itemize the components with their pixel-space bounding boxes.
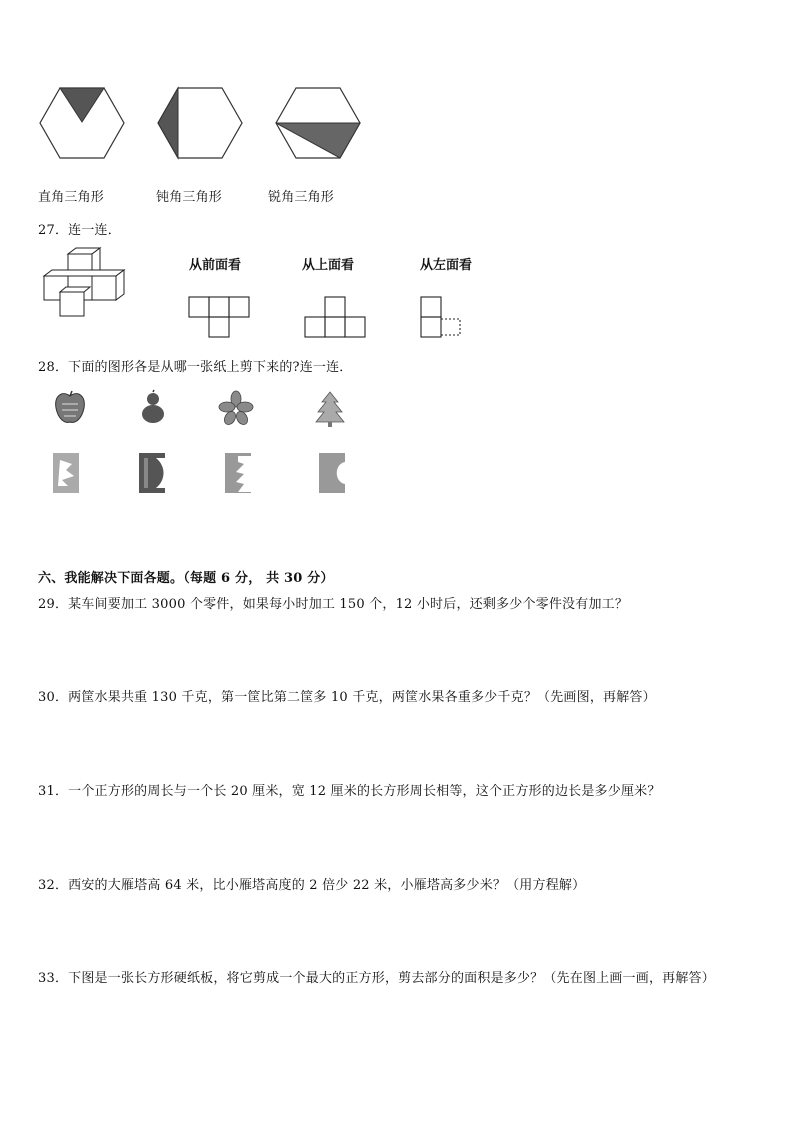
paper-notch-cut (318, 452, 348, 494)
hexagon-acute-triangle (274, 86, 364, 162)
problem-31: 31．一个正方形的周长与一个长 20 厘米，宽 12 厘米的长方形周长相等，这个正方形的边长是多少厘米？ (38, 784, 661, 799)
label-acute-triangle: 锐角三角形 (268, 190, 335, 205)
gourd-icon (138, 390, 168, 426)
view-inverted-t-shape (304, 296, 376, 340)
question-27: 27．连一连． (38, 223, 121, 238)
flower-icon (218, 390, 254, 426)
hexagon-obtuse-triangle (156, 86, 246, 162)
problem-30: 30．两筐水果共重 130 千克，第一筐比第二筐多 10 千克，两筐水果各重多少千克？（先画图，再解答） (38, 690, 656, 705)
view-l-shape (420, 296, 470, 340)
view-t-shape (188, 296, 260, 340)
view-label-left: 从左面看 (420, 258, 473, 273)
problem-32: 32．西安的大雁塔高 64 米，比小雁塔高度的 2 倍少 22 米，小雁塔高多少米？（用方程解） (38, 878, 586, 893)
view-label-top: 从上面看 (302, 258, 355, 273)
paper-zigzag-cut (224, 452, 254, 494)
hexagon-right-triangle (38, 86, 128, 162)
problem-29: 29．某车间要加工 3000 个零件，如果每小时加工 150 个，12 小时后，还剩多少个零件没有加工？ (38, 597, 629, 612)
paper-arc-cut (138, 452, 168, 494)
label-obtuse-triangle: 钝角三角形 (156, 190, 223, 205)
tree-icon (312, 390, 348, 428)
label-right-triangle: 直角三角形 (38, 190, 105, 205)
paper-leaf-cut (52, 452, 82, 494)
section-6-title: 六、我能解决下面各题。（每题 6 分， 共 30 分） (38, 571, 334, 586)
view-label-front: 从前面看 (189, 258, 242, 273)
apple-icon (52, 390, 88, 426)
problem-33: 33．下图是一张长方形硬纸板，将它剪成一个最大的正方形，剪去部分的面积是多少？（先在图上画一画，再解答） (38, 971, 715, 986)
question-28: 28．下面的图形各是从哪一张纸上剪下来的?连一连． (38, 360, 353, 375)
cube-stack-figure (40, 248, 130, 320)
